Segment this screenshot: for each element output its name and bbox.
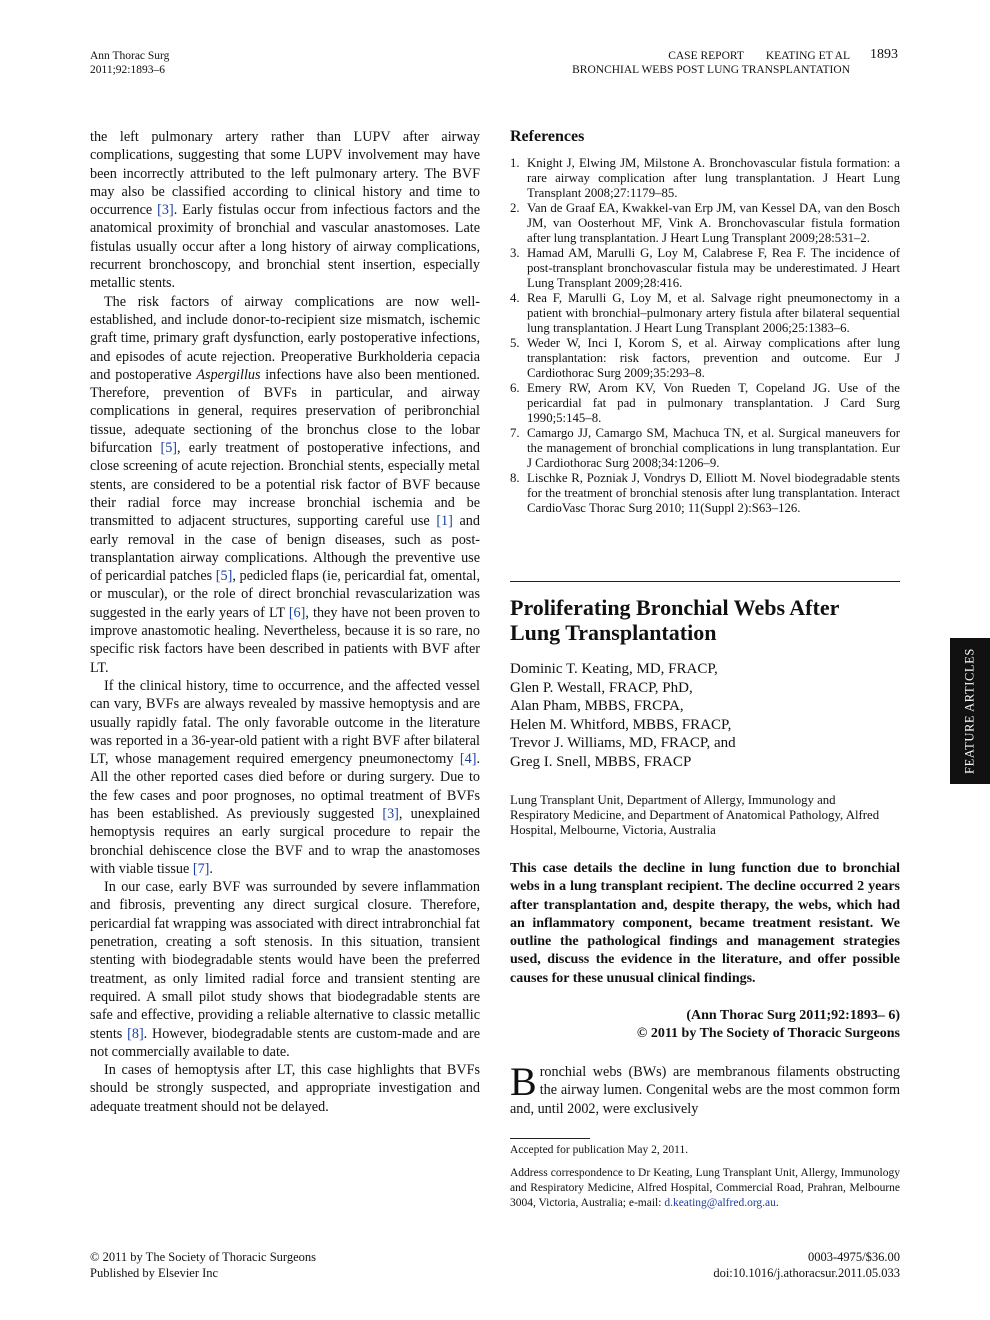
references-list — [510, 156, 900, 516]
ref-link[interactable]: [8] — [127, 1025, 144, 1042]
section-label: CASE REPORT — [668, 50, 744, 62]
paragraph-4: In our case, early BVF was surrounded by severe inflammation and fibrosis, preventing any direct surgical closure. Therefore, pericardial fat wrapping was associated with direct intrabronchial fat penetration, creating a soft stenosis. In this situation, transient stenting with biodegradable stents would have been the preferred treatment, as only limited radial force and transient stenting are required. A small pilot study shows that biodegradable stents are safe and effective, providing a reliable alternative to classic metallic stents [8]. However, biodegradable stents are custom-made and are not commercially available to date. — [90, 879, 480, 1060]
reference-number: 1. — [510, 156, 520, 170]
footnote-divider — [510, 1138, 590, 1139]
reference-item — [510, 246, 900, 291]
author-name: Glen P. Westall, FRACP, PhD, — [510, 679, 693, 696]
ref-link[interactable]: [3] — [382, 805, 399, 822]
footer-left — [90, 1250, 316, 1281]
reference-item — [510, 471, 900, 516]
reference-number: 3. — [510, 246, 520, 260]
reference-number: 8. — [510, 471, 520, 485]
paragraph-5: In cases of hemoptysis after LT, this case highlights that BVFs should be strongly suspected, and appropriate investigation and adequate treatment should not be delayed. — [90, 1062, 480, 1115]
journal-header — [90, 49, 169, 77]
reference-text: Knight J, Elwing JM, Milstone A. Bronchovascular fistula formation: a rare airway complication after lung transplantation. J Heart Lung Transplant 2008;27:1179–85. — [527, 156, 900, 200]
reference-number: 7. — [510, 426, 520, 440]
ref-link[interactable]: [5] — [160, 440, 178, 457]
header-authors: KEATING ET AL — [765, 50, 850, 62]
footer-issn: 0003-4975/$36.00 — [807, 1250, 900, 1264]
reference-item — [510, 426, 900, 471]
footer-right — [600, 1250, 900, 1281]
ref-link[interactable]: [3] — [157, 202, 174, 219]
abstract: This case details the decline in lung function due to bronchial webs in a lung transplant recipient. The decline occurred 2 years after transplantation and, despite therapy, the webs, which had an inflammatory component, became treatment resistant. We outline the pathological findings and management strategies used, discuss the evidence in the literature, and offer possible causes for these unusual clinical findings. — [510, 861, 900, 986]
copyright-line: © 2011 by The Society of Thoracic Surgeons — [636, 1026, 900, 1041]
journal-name: Ann Thorac Surg — [90, 50, 170, 62]
intro-paragraph: Bronchial webs (BWs) are membranous filaments obstructing the airway lumen. Congenital webs are the most common form and, until 2002, were exclusively — [510, 1059, 900, 1117]
running-header — [430, 49, 850, 77]
reference-number: 4. — [510, 291, 520, 305]
paragraph-1: the left pulmonary artery rather than LUPV after airway complications, suggesting that some LUPV involvement may have been incorrectly attributed to the left pulmonary artery. The BVF may also be classified according to clinical history and time to occurrence [3]. Early fistulas occur from infectious factors and the anatomical proximity of bronchial and vascular anastomoses. Late fistulas usually occur after a long history of airway complications, recurrent bronchoscopy, and bronchial stent insertion, especially metallic stents. — [90, 129, 481, 292]
author-name: Trevor J. Williams, MD, FRACP, and — [510, 735, 736, 751]
article-title: Proliferating Bronchial Webs After Lung Transplantation — [510, 595, 840, 645]
reference-number: 6. — [510, 381, 520, 395]
journal-volume: 2011;92:1893–6 — [90, 64, 165, 76]
reference-text: Camargo JJ, Camargo SM, Machuca TN, et al. Surgical maneuvers for the management of bronchial complications in lung transplantation. Eur J Cardiothorac Surg 2008;34:1206–9. — [527, 426, 900, 470]
correspondence-note: Address correspondence to Dr Keating, Lung Transplant Unit, Allergy, Immunology and Respiratory Medicine, Alfred Hospital, Commercial Road, Prahran, Melbourne 3004, Victoria, Australia; e-mail: d.keating@alfred.org.au. — [510, 1167, 900, 1209]
reference-text: Emery RW, Arom KV, Von Rueden T, Copeland JG. Use of the pericardial fat pad in pulmonary transplantation. J Card Surg 1990;5:145–8. — [527, 381, 900, 425]
drop-cap: B — [510, 1059, 537, 1104]
references-heading: References — [510, 128, 585, 145]
paragraph-3: If the clinical history, time to occurrence, and the affected vessel can vary, BVFs are always revealed by massive hemoptysis and are usually rapidly fatal. The only favorable outcome in the literature was reported in a 36-year-old patient with a right BVF after bilateral LT, whose management required emergency pneumonectomy [4]. All the other reported cases died before or during surgery. Due to the few cases and poor prognoses, no optimal treatment of BVFs has been established. As previously suggested [3], unexplained hemoptysis requires an early surgical procedure to repair the bronchial dehiscence close the BVF and to wrap the anastomoses with viable tissue [7]. — [90, 677, 480, 877]
footer-doi: doi:10.1016/j.athoracsur.2011.05.033 — [713, 1265, 900, 1280]
paragraph-2: The risk factors of airway complications are now well-established, and include donor-to-recipient size mismatch, ischemic graft time, primary graft dysfunction, early postoperative infections, and episodes of acute rejection. Preoperative Burkholderia cepacia and postoperative Aspergillus infections have also been mentioned. Therefore, prevention of BVFs in particular, and airway complications in general, requires preservation of peribronchial tissue, adequate sectioning of the bronchus close to the lobar bifurcation [5], early treatment of postoperative infections, and close screening of acute rejection. Bronchial stents, especially metal stents, are considered to be a potential risk factor of BVF because their radial force may increase bronchial ischemia and be transmitted to adjacent structures, supporting careful use [1] and early removal in the case of benign diseases, such as post-transplantation airway complications. Although the preventive use of pericardial patches [5], pedicled flaps (ie, pericardial fat, omental, or muscular), or the role of direct bronchial revascularization was suggested in the early years of LT [6], they have not been proven to improve anastomotic healing. Nevertheless, because it is so rare, no specific risk factors have been described in patients with BVF after LT. — [90, 293, 480, 676]
reference-item — [510, 381, 900, 426]
reference-text: Van de Graaf EA, Kwakkel-van Erp JM, van Kessel DA, van den Bosch JM, van Oosterhout MF, Vink A. Bronchovascular fistula formation after lung transplantation. J Heart Lung Transplant 2009;28:531–2. — [527, 201, 900, 245]
page-number: 1893 — [870, 47, 898, 62]
section-divider — [510, 581, 900, 582]
reference-number: 5. — [510, 336, 520, 350]
author-name: Dominic T. Keating, MD, FRACP, — [510, 661, 718, 677]
citation: (Ann Thorac Surg 2011;92:1893– 6) — [686, 1008, 900, 1023]
reference-item — [510, 336, 900, 381]
ref-link[interactable]: [1] — [436, 513, 453, 530]
reference-item — [510, 201, 900, 246]
ref-link[interactable]: [5] — [215, 568, 233, 585]
author-name: Greg I. Snell, MBBS, FRACP — [510, 753, 692, 770]
reference-item — [510, 156, 900, 201]
email-link[interactable]: d.keating@alfred.org.au — [664, 1197, 776, 1209]
footer-publisher: Published by Elsevier Inc — [90, 1265, 219, 1280]
ref-link[interactable]: [6] — [288, 604, 306, 621]
reference-text: Weder W, Inci I, Korom S, et al. Airway complications after lung transplantation: risk factors, prevention and outcome. Eur J Cardiothorac Surg 2009;35:293–8. — [527, 336, 900, 380]
running-title: BRONCHIAL WEBS POST LUNG TRANSPLANTATION — [572, 64, 850, 76]
author-name: Alan Pham, MBBS, FRCPA, — [510, 698, 684, 714]
reference-text: Lischke R, Pozniak J, Vondrys D, Elliott M. Novel biodegradable stents for the treatment of bronchial stenosis after lung transplantation. Interact CardioVasc Thorac Surg 2010; 11(Suppl 2):S63–126. — [527, 471, 900, 515]
author-name: Helen M. Whitford, MBBS, FRACP, — [510, 716, 732, 733]
reference-text: Rea F, Marulli G, Loy M, et al. Salvage right pneumonectomy in a patient with bronchial–pulmonary artery fistula after bilateral sequential lung transplantation. J Heart Lung Transplant 2006;25:1383–6. — [527, 291, 900, 335]
author-list — [510, 660, 900, 771]
reference-number: 2. — [510, 201, 520, 215]
reference-item — [510, 291, 900, 336]
reference-text: Hamad AM, Marulli G, Loy M, Calabrese F, Rea F. The incidence of post-transplant bronchovascular fistula may be underestimated. J Heart Lung Transplant 2009;28:416. — [527, 246, 900, 290]
footer-copyright: © 2011 by The Society of Thoracic Surgeons — [90, 1250, 317, 1264]
ref-link[interactable]: [4] — [459, 751, 477, 768]
left-column — [90, 128, 480, 1116]
affiliation: Lung Transplant Unit, Department of Allergy, Immunology and Respiratory Medicine, and Department of Anatomical Pathology, Alfred Hospital, Melbourne, Victoria, Australia — [510, 793, 880, 837]
section-tab: FEATURE ARTICLES — [950, 638, 990, 784]
accepted-note: Accepted for publication May 2, 2011. — [510, 1144, 689, 1156]
ref-link[interactable]: [7] — [192, 860, 210, 877]
